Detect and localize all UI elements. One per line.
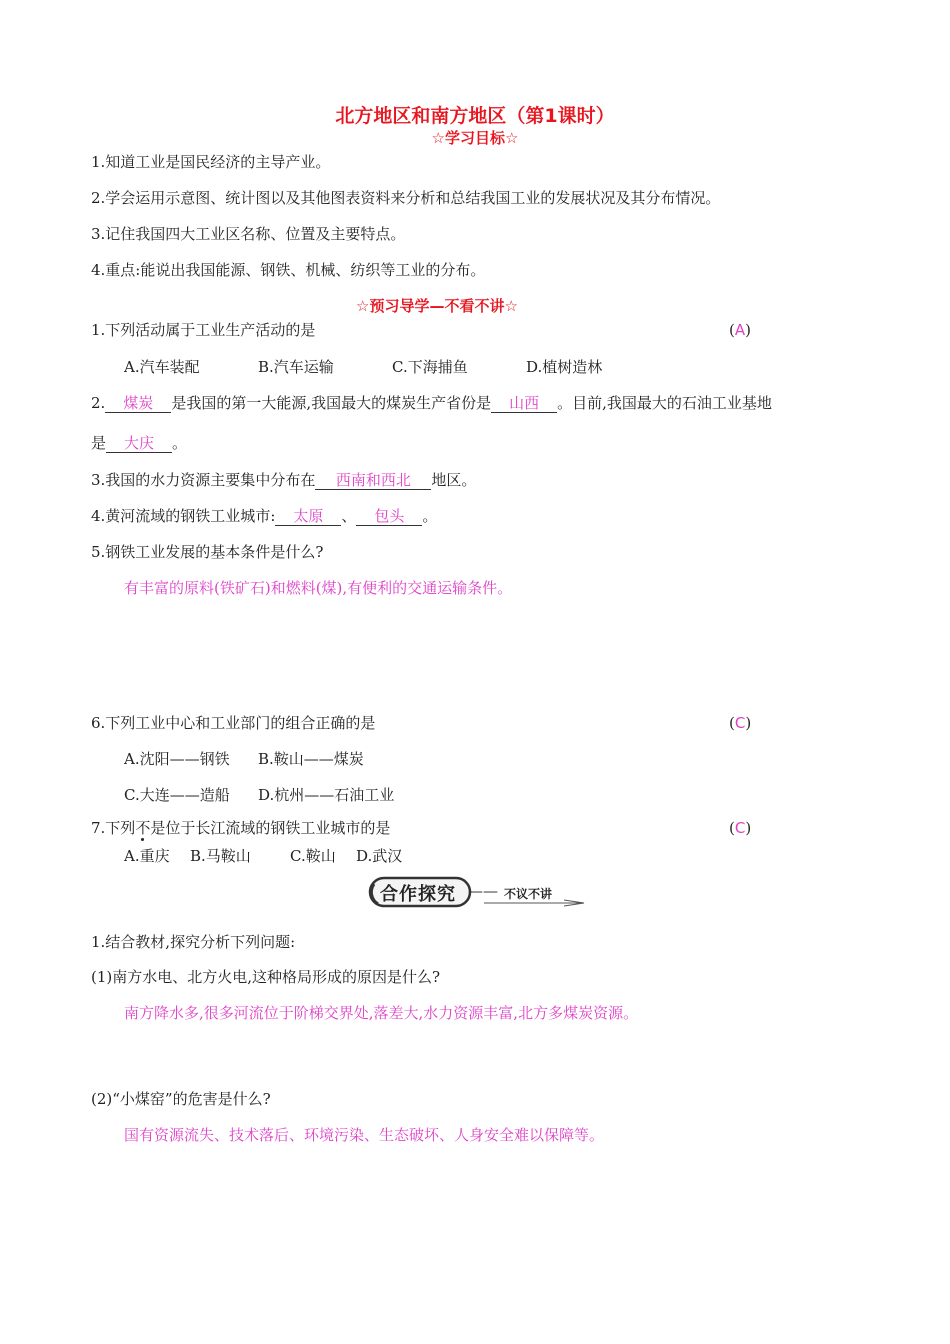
q6-option-d: D.杭州——石油工业 — [258, 786, 395, 804]
paren-open: ( — [729, 714, 735, 732]
q1-option-b: B.汽车运输 — [258, 358, 334, 376]
q2-prefix: 2. — [91, 394, 106, 412]
paren-open: ( — [729, 321, 735, 339]
q6-option-c: C.大连——造船 — [124, 786, 230, 804]
q4-blank-1: 太原 — [275, 507, 341, 526]
q1-answer: A — [734, 321, 746, 339]
q7-stem-b: 不 — [135, 819, 151, 837]
q1-answer-bracket — [729, 320, 751, 340]
q1-option-c: C.下海捕鱼 — [392, 358, 468, 376]
q3-prefix: 3.我国的水力资源主要集中分布在 — [91, 471, 316, 489]
q7-stem-a: 7.下列 — [91, 819, 136, 837]
paren-close: ) — [745, 714, 752, 732]
q1-options — [124, 357, 602, 377]
q2-blank-1: 煤炭 — [105, 394, 171, 413]
q5-answer: 有丰富的原料(铁矿石)和燃料(煤),有便利的交通运输条件。 — [124, 579, 513, 597]
q3-suffix: 地区。 — [431, 471, 477, 489]
q1-option-a: A.汽车装配 — [124, 358, 200, 376]
banner-sub: 不议不讲 — [504, 887, 553, 901]
q2-mid-1: 是我国的第一大能源,我国最大的煤炭生产省份是 — [171, 394, 492, 412]
q3-line — [91, 470, 476, 490]
coop-intro: 1.结合教材,探究分析下列问题: — [91, 933, 296, 951]
q2-mid-2: 。目前,我国最大的石油工业基地 — [557, 394, 772, 412]
q7-stem-c: 是位于长江流域的钢铁工业城市的是 — [150, 819, 391, 837]
banner-main: 合作探究 — [380, 884, 456, 905]
q7-option-b: B.马鞍山 — [190, 847, 251, 865]
q7-stem — [91, 818, 390, 838]
q1-stem: 1.下列活动属于工业生产活动的是 — [91, 321, 316, 339]
coop-q2: (2)“小煤窑”的危害是什么? — [91, 1090, 271, 1108]
q4-line — [91, 506, 437, 526]
q4-blank-2: 包头 — [356, 507, 422, 526]
q6-stem: 6.下列工业中心和工业部门的组合正确的是 — [91, 714, 376, 732]
paren-close: ) — [745, 321, 751, 339]
q6-answer: C — [734, 714, 746, 732]
q2-line-1 — [91, 393, 772, 413]
q3-blank: 西南和西北 — [315, 471, 431, 490]
q4-sep: 、 — [341, 507, 357, 525]
q6-options-row-2 — [124, 785, 394, 805]
q1-option-d: D.植树造林 — [526, 358, 603, 376]
q6-options-row-1 — [124, 749, 364, 769]
q6-option-a: A.沈阳——钢铁 — [124, 750, 230, 768]
coop-a1: 南方降水多,很多河流位于阶梯交界处,落差大,水力资源丰富,北方多煤炭资源。 — [124, 1004, 639, 1022]
emphasis-dot — [141, 838, 144, 841]
cooperation-banner — [364, 872, 586, 912]
q2-line-2 — [91, 433, 187, 453]
q4-end: 。 — [422, 507, 438, 525]
paren-open: ( — [729, 819, 735, 837]
paren-close: ) — [745, 819, 752, 837]
page-title: 北方地区和南方地区（第1课时） — [335, 105, 615, 127]
objective-1: 1.知道工业是国民经济的主导产业。 — [91, 153, 331, 171]
coop-a2: 国有资源流失、技术落后、环境污染、生态破坏、人身安全难以保障等。 — [124, 1126, 605, 1144]
q7-answer: C — [734, 819, 746, 837]
q7-options — [124, 846, 402, 866]
objective-2: 2.学会运用示意图、统计图以及其他图表资料来分析和总结我国工业的发展状况及其分布情况。 — [91, 189, 721, 207]
q2-blank-2: 山西 — [491, 394, 557, 413]
objective-4: 4.重点:能说出我国能源、钢铁、机械、纺织等工业的分布。 — [91, 261, 486, 279]
q5-stem: 5.钢铁工业发展的基本条件是什么? — [91, 543, 324, 561]
q7-option-d: D.武汉 — [356, 847, 403, 865]
q4-prefix: 4.黄河流域的钢铁工业城市: — [91, 507, 276, 525]
preview-heading: ☆预习导学—不看不讲☆ — [356, 297, 518, 315]
q7-option-c: C.鞍山 — [290, 847, 336, 865]
q7-option-a: A.重庆 — [124, 847, 170, 865]
coop-q1: (1)南方水电、北方火电,这种格局形成的原因是什么? — [91, 968, 441, 986]
objectives-heading: ☆学习目标☆ — [431, 129, 519, 147]
q6-option-b: B.鞍山——煤炭 — [258, 750, 364, 768]
q2-line2-prefix: 是 — [91, 434, 107, 452]
q7-answer-bracket — [729, 818, 751, 838]
q2-blank-3: 大庆 — [106, 434, 172, 453]
q7-stem-emphasis — [135, 819, 150, 837]
banner-dash: —— — [468, 882, 498, 900]
q6-answer-bracket — [729, 713, 751, 733]
objective-3: 3.记住我国四大工业区名称、位置及主要特点。 — [91, 225, 406, 243]
q2-end: 。 — [172, 434, 188, 452]
